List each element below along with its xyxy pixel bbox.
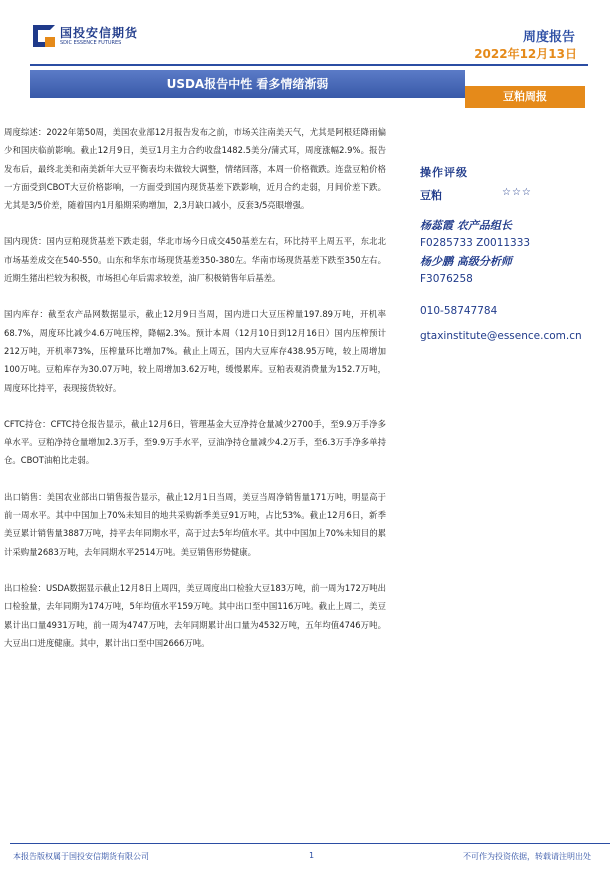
page-number: 1 [309,851,315,860]
analyst-1: 杨蕊霞 农产品组长 [420,219,512,232]
logo-name-cn: 国投安信期货 [60,25,139,40]
report-date: 2022年12月13日 [474,47,577,61]
analyst-1-license: F0285733 Z0011333 [420,237,531,249]
paragraph-inventory: 国内库存：截至农产品网数据显示，截止12月9日当周，国内进口大豆压榨量197.89万吨，开机率68.7%，周度环比减少4.6万吨压榨，降幅2.3%。预计本周（12月10日到12月16日）国内压榨预计212万吨，开机率73%，压榨量环比增加7%。截止上周五，国内大豆库存438.95万吨，较上周增加100万吨。豆粕库存为30.07万吨，较上周增加3.62万吨，缓慢累库。豆粕表观消费量为152.7万吨，周度环比持平，表现接货较好。 [4,309,386,393]
logo-mark-icon [33,25,55,47]
rating-stars-icon: ☆☆☆ [502,187,532,198]
logo-name-en: SDIC ESSENCE FUTURES [60,39,122,46]
main-content [4,123,386,670]
paragraph-export-inspection: 出口检验：USDA数据显示截止12月8日上周四，美豆周度出口检验大豆183万吨，前一周为172万吨出口检验量，去年同期为174万吨，5年均值水平159万吨。其中出口至中国116万吨。截止上周二，美豆累计出口量4931万吨，前一周为4747万吨，去年同期累计出口量为4532万吨，五年均值4746万吨。大豆出口进度健康。其中，累计出口至中国2666万吨。 [4,582,386,648]
report-type: 周度报告 [522,30,575,45]
rating-product: 豆粕 [420,189,442,202]
report-title: USDA报告中性 看多情绪渐弱 [30,70,465,98]
contact-phone: 010-58747784 [420,305,498,317]
paragraph-cftc: CFTC持仓：CFTC持仓报告显示，截止12月6日，管理基金大豆净持仓量减少2700手，至9.9万手净多单水平。豆粕净持仓量增加2.3万手，至9.9万手水平，豆油净持仓量减少4.2万手，至6.3万手净多单持仓。CBOT油粕比走弱。 [4,418,386,466]
footer-divider [10,843,610,844]
analyst-2-license: F3076258 [420,273,473,285]
analyst-2: 杨少鹏 高级分析师 [420,255,512,268]
footer-copyright: 本报告版权属于国投安信期货有限公司 [13,852,149,861]
company-logo [33,25,138,47]
report-tag: 豆粕周报 [465,86,585,108]
paragraph-export-sales: 出口销售：美国农业部出口销售报告显示，截止12月1日当周，美豆当周净销售量171万吨，明显高于前一周水平。其中中国加上70%未知目的地共采购新季美豆91万吨，占比53%。截止12月6日，新季美豆累计销售量3887万吨，持平去年同期水平，高于过去5年均值水平。其中中国加上70%未知目的累计采购量2683万吨，去年同期水平2514万吨。美豆销售形势健康。 [4,491,386,557]
footer-disclaimer: 不可作为投资依据，转载请注明出处 [463,852,591,861]
paragraph-summary: 周度综述：2022年第50周，美国农业部12月报告发布之前，市场关注南美天气，尤其是阿根廷降雨偏少和国庆临前影响。截止12月9日，美豆1月主力合约收盘1482.5美分/蒲式耳，周度涨幅2.9%。报告发布后，最终北美和南美新年大豆平衡表均未做较大调整，情绪回落，本周一价格微跌。连盘豆粕价格一方面受到CBOT大豆价格影响，一方面受到国内现货基差下跌影响，近月合约走弱，月间价差下跌。尤其是3/5价差，随着国内1月船期采购增加，2,3月缺口减小，反套3/5亮眼增强。 [4,127,386,211]
rating-label: 操作评级 [420,166,468,179]
header-divider [30,64,588,66]
contact-email[interactable]: gtaxinstitute@essence.com.cn [420,330,582,342]
paragraph-spot: 国内现货：国内豆粕现货基差下跌走弱，华北市场今日成交450基差左右，环比持平上周五平，东北北市场基差成交在540-550。山东和华东市场现货基差350-380左。华南市场现货基差下跌至350左右。近期生猪出栏较为积极，市场担心年后需求较差，油厂积极销售年后基差。 [4,236,386,284]
rating-row [420,187,610,203]
sidebar [420,164,610,342]
